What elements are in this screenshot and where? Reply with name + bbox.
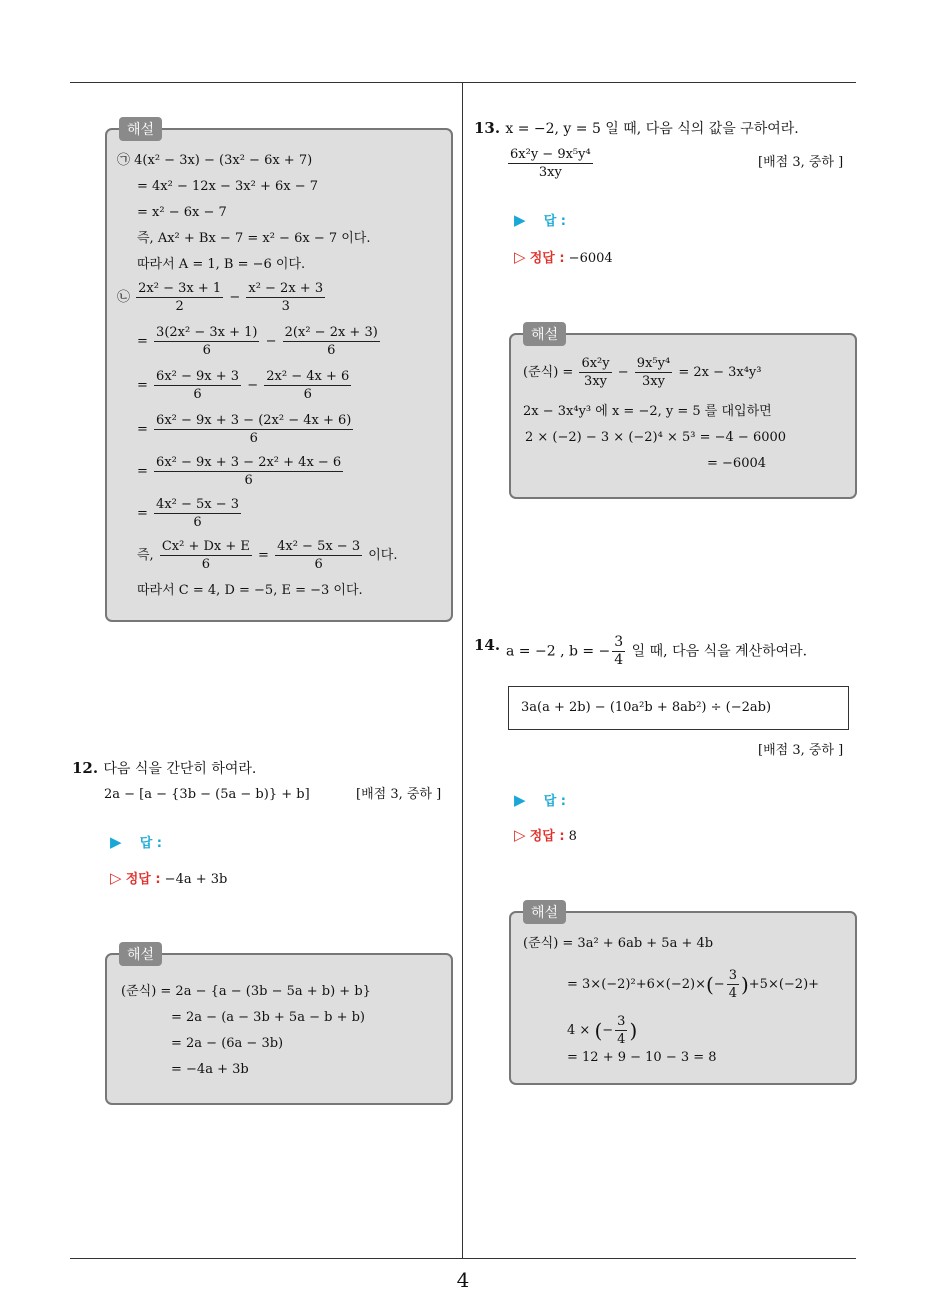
q13-expression: $\frac{\text{6x²y − 9x⁵y⁴}}{3xy}$ [510,147,591,180]
solution-line: = 2a − (a − 3b + 5a − b + b) [171,1010,365,1025]
q14-question-text: a = −2 , b = − $\frac{3}{4}$ 일 때, 다음 식을 계산하여라. [506,634,808,668]
solution-tag: 해설 [119,942,162,966]
solution-tag: 해설 [119,117,162,141]
answer-label: 답 : [543,794,566,809]
solution-line: = x² − 6x − 7 [137,205,227,220]
question-text: 다음 식을 간단히 하여라. [103,761,257,777]
question-12 [72,758,256,778]
solution-line: = 3×(−2)²+6×(−2)×(− $\frac{3}{4}$ )+5×(−2)+ [567,968,820,1001]
solution-box-q12 [105,953,453,1105]
play-icon: ▶ [514,791,526,809]
solution-box-q14 [509,911,857,1085]
solution-line: = 2a − (6a − 3b) [171,1036,284,1051]
outline-play-icon: ▷ [110,869,122,887]
answer-label: 답 : [139,836,162,851]
q14-expression-box [508,686,849,730]
solution-line: = −6004 [707,456,767,471]
solution-line: ㉠ 4(x² − 3x) − (3x² − 6x + 7) [117,153,313,168]
solution-line: = $\frac{\text{6x² − 9x + 3}}{6}$ − $\frac{\text{2x² − 4x + 6}}{6}$ [137,369,350,402]
correct-value: 8 [568,829,577,844]
solution-line: (준식) = 3a² + 6ab + 5a + 4b [523,936,714,951]
q13-meta: [배점 3, 중하 ] [758,155,844,170]
q14-correct-answer [514,825,577,844]
q14-expression: 3a(a + 2b) − (10a²b + 8ab²) ÷ (−2ab) [521,700,772,715]
question-number: 13. [474,119,501,137]
top-rule [70,82,856,83]
correct-label: 정답 : [529,829,565,844]
question-13 [474,118,799,138]
outline-play-icon: ▷ [514,248,526,266]
solution-tag: 해설 [523,322,566,346]
q12-correct-answer [110,868,227,887]
page-number: 4 [456,1268,470,1292]
q12-meta: [배점 3, 중하 ] [356,787,442,802]
question-number: 14. [474,636,501,654]
solution-line: = $\frac{\text{6x² − 9x + 3 − (2x² − 4x + 6)}}{6}$ [137,413,352,446]
solution-line: ㉡ $\frac{\text{2x² − 3x + 1}}{2}$ − $\frac{\text{x² − 2x + 3}}{3}$ [117,281,324,314]
solution-line: = $\frac{\text{4x² − 5x − 3}}{6}$ [137,497,240,530]
solution-box-q11 [105,128,453,622]
outline-play-icon: ▷ [514,826,526,844]
play-icon: ▶ [110,833,122,851]
solution-line: = $\frac{\text{6x² − 9x + 3 − 2x² + 4x − 6}}{6}$ [137,455,342,488]
solution-line: = 4x² − 12x − 3x² + 6x − 7 [137,179,319,194]
solution-line: = 12 + 9 − 10 − 3 = 8 [567,1050,717,1065]
solution-line: 즉, Ax² + Bx − 7 = x² − 6x − 7 이다. [137,231,371,246]
q14-answer-field[interactable] [514,790,566,809]
solution-line: 2x − 3x⁴y³ 에 x = −2, y = 5 를 대입하면 [523,404,772,419]
solution-line: 따라서 A = 1, B = −6 이다. [137,257,306,272]
solution-line: = $\frac{\text{3(2x² − 3x + 1)}}{6}$ − $\frac{\text{2(x² − 2x + 3)}}{6}$ [137,325,378,358]
solution-box-q13 [509,333,857,499]
q14-meta: [배점 3, 중하 ] [758,743,844,758]
solution-line: 따라서 C = 4, D = −5, E = −3 이다. [137,583,363,598]
solution-line: 4 × (− $\frac{3}{4}$ ) [567,1014,638,1047]
bottom-rule [70,1258,856,1259]
play-icon: ▶ [514,211,526,229]
correct-label: 정답 : [529,251,565,266]
column-divider [462,83,463,1259]
question-number: 12. [72,759,99,777]
solution-line: 2 × (−2) − 3 × (−2)⁴ × 5³ = −4 − 6000 [525,430,787,445]
question-text: x = −2, y = 5 일 때, 다음 식의 값을 구하여라. [505,121,799,137]
solution-line: (준식) = 2a − {a − (3b − 5a + b) + b} [121,984,371,999]
solution-tag: 해설 [523,900,566,924]
correct-label: 정답 : [125,872,161,887]
q13-answer-field[interactable] [514,210,566,229]
solution-line: (준식) = $\frac{\text{6x²y}}{3xy}$ − $\frac{\text{9x⁵y⁴}}{3xy}$ = 2x − 3x⁴y³ [523,356,762,389]
solution-line: 즉, $\frac{\text{Cx² + Dx + E}}{6}$ = $\frac{\text{4x² − 5x − 3}}{6}$ 이다. [137,539,398,572]
correct-value: −6004 [568,251,613,266]
solution-line: = −4a + 3b [171,1062,249,1077]
answer-label: 답 : [543,214,566,229]
q12-answer-field[interactable] [110,832,162,851]
question-14 [474,636,500,654]
q13-correct-answer [514,247,613,266]
q12-expression: 2a − [a − {3b − (5a − b)} + b] [104,787,310,802]
correct-value: −4a + 3b [164,872,228,887]
